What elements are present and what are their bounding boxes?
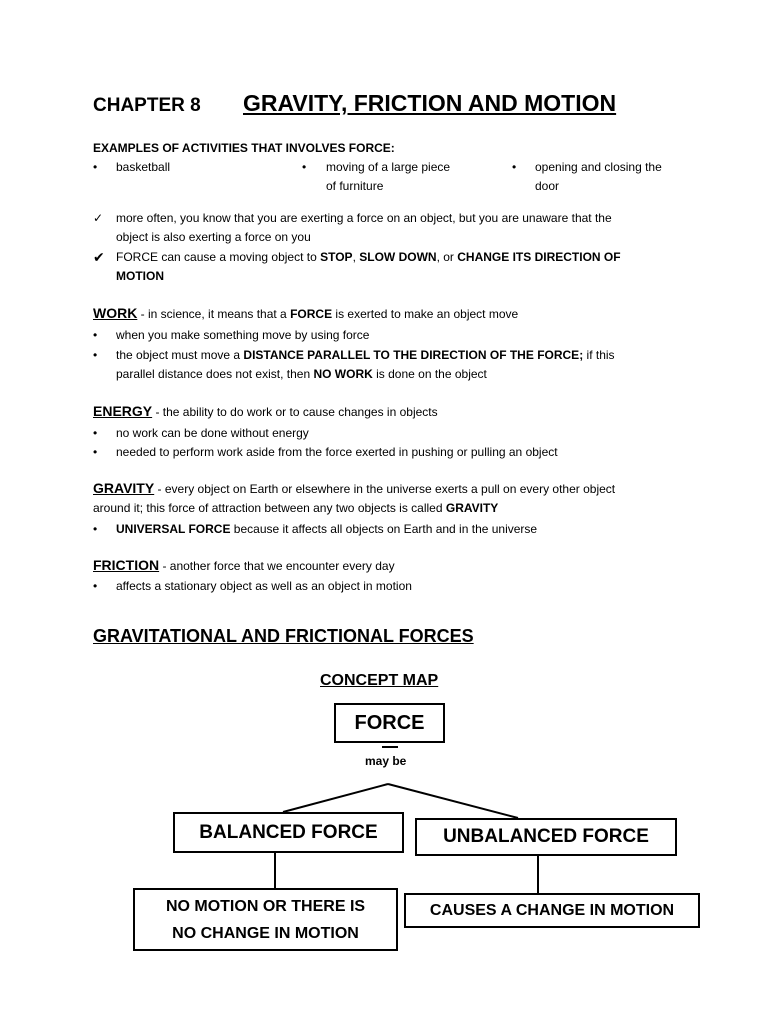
bullet-dot-icon: • bbox=[93, 445, 98, 459]
balanced-force-node: BALANCED FORCE bbox=[173, 812, 404, 853]
bullet-dot-icon: • bbox=[93, 348, 98, 362]
chapter-title: GRAVITY, FRICTION AND MOTION bbox=[243, 90, 617, 116]
energy-bullet-2: needed to perform work aside from the force exerted in pushing or pulling an object bbox=[116, 445, 558, 459]
check-icon: ✔ bbox=[93, 249, 105, 265]
bullet-dot-icon: • bbox=[93, 579, 98, 593]
balanced-result-node: NO MOTION OR THERE IS NO CHANGE IN MOTION bbox=[133, 888, 398, 951]
section-title: GRAVITATIONAL AND FRICTIONAL FORCES bbox=[93, 626, 474, 646]
bullet-dot-icon: • bbox=[512, 160, 517, 174]
work-definition: WORK - in science, it means that a FORCE is exerted to make an object move bbox=[93, 305, 519, 321]
gravity-definition: GRAVITY - every object on Earth or elsewhere in the universe exerts a pull on every other object around it; this force of attraction between any two objects is called GRAVITY bbox=[93, 480, 616, 515]
example-item-2: moving of a large piece of furniture bbox=[326, 160, 451, 193]
check-item-2: FORCE can cause a moving object to STOP, SLOW DOWN, or CHANGE ITS DIRECTION OF MOTION bbox=[116, 250, 621, 283]
chapter-number: CHAPTER 8 bbox=[93, 95, 201, 116]
bullet-dot-icon: • bbox=[93, 328, 98, 342]
concept-map-title: CONCEPT MAP bbox=[320, 672, 439, 689]
unbalanced-force-node: UNBALANCED FORCE bbox=[415, 818, 677, 856]
bullet-dot-icon: • bbox=[302, 160, 307, 174]
energy-bullet-1: no work can be done without energy bbox=[116, 426, 309, 440]
gravity-bullet-1: UNIVERSAL FORCE because it affects all objects on Earth and in the universe bbox=[116, 522, 538, 536]
unbalanced-result-node: CAUSES A CHANGE IN MOTION bbox=[404, 893, 700, 928]
energy-definition: ENERGY - the ability to do work or to cause changes in objects bbox=[93, 403, 438, 419]
check-icon: ✓ bbox=[93, 211, 104, 225]
bullet-dot-icon: • bbox=[93, 426, 98, 440]
work-bullet-1: when you make something move by using force bbox=[116, 328, 370, 342]
bullet-dot-icon: • bbox=[93, 160, 98, 174]
force-node: FORCE bbox=[334, 703, 445, 743]
friction-bullet-1: affects a stationary object as well as an object in motion bbox=[116, 579, 412, 593]
left-branch-line bbox=[283, 784, 388, 812]
check-item-1: more often, you know that you are exerting a force on an object, but you are unaware that the object is also exerting a force on you bbox=[116, 211, 612, 244]
friction-definition: FRICTION - another force that we encounter every day bbox=[93, 557, 395, 573]
right-branch-line bbox=[388, 784, 518, 818]
example-item-3: opening and closing the door bbox=[535, 160, 662, 193]
example-item-1: basketball bbox=[116, 160, 171, 174]
link-label: may be bbox=[365, 754, 407, 768]
bullet-dot-icon: • bbox=[93, 522, 98, 536]
examples-heading: EXAMPLES OF ACTIVITIES THAT INVOLVES FORCE: bbox=[93, 141, 395, 155]
work-bullet-2: the object must move a DISTANCE PARALLEL TO THE DIRECTION OF THE FORCE; if this parallel distance does not exist, then NO WORK is done on the object bbox=[116, 348, 615, 381]
